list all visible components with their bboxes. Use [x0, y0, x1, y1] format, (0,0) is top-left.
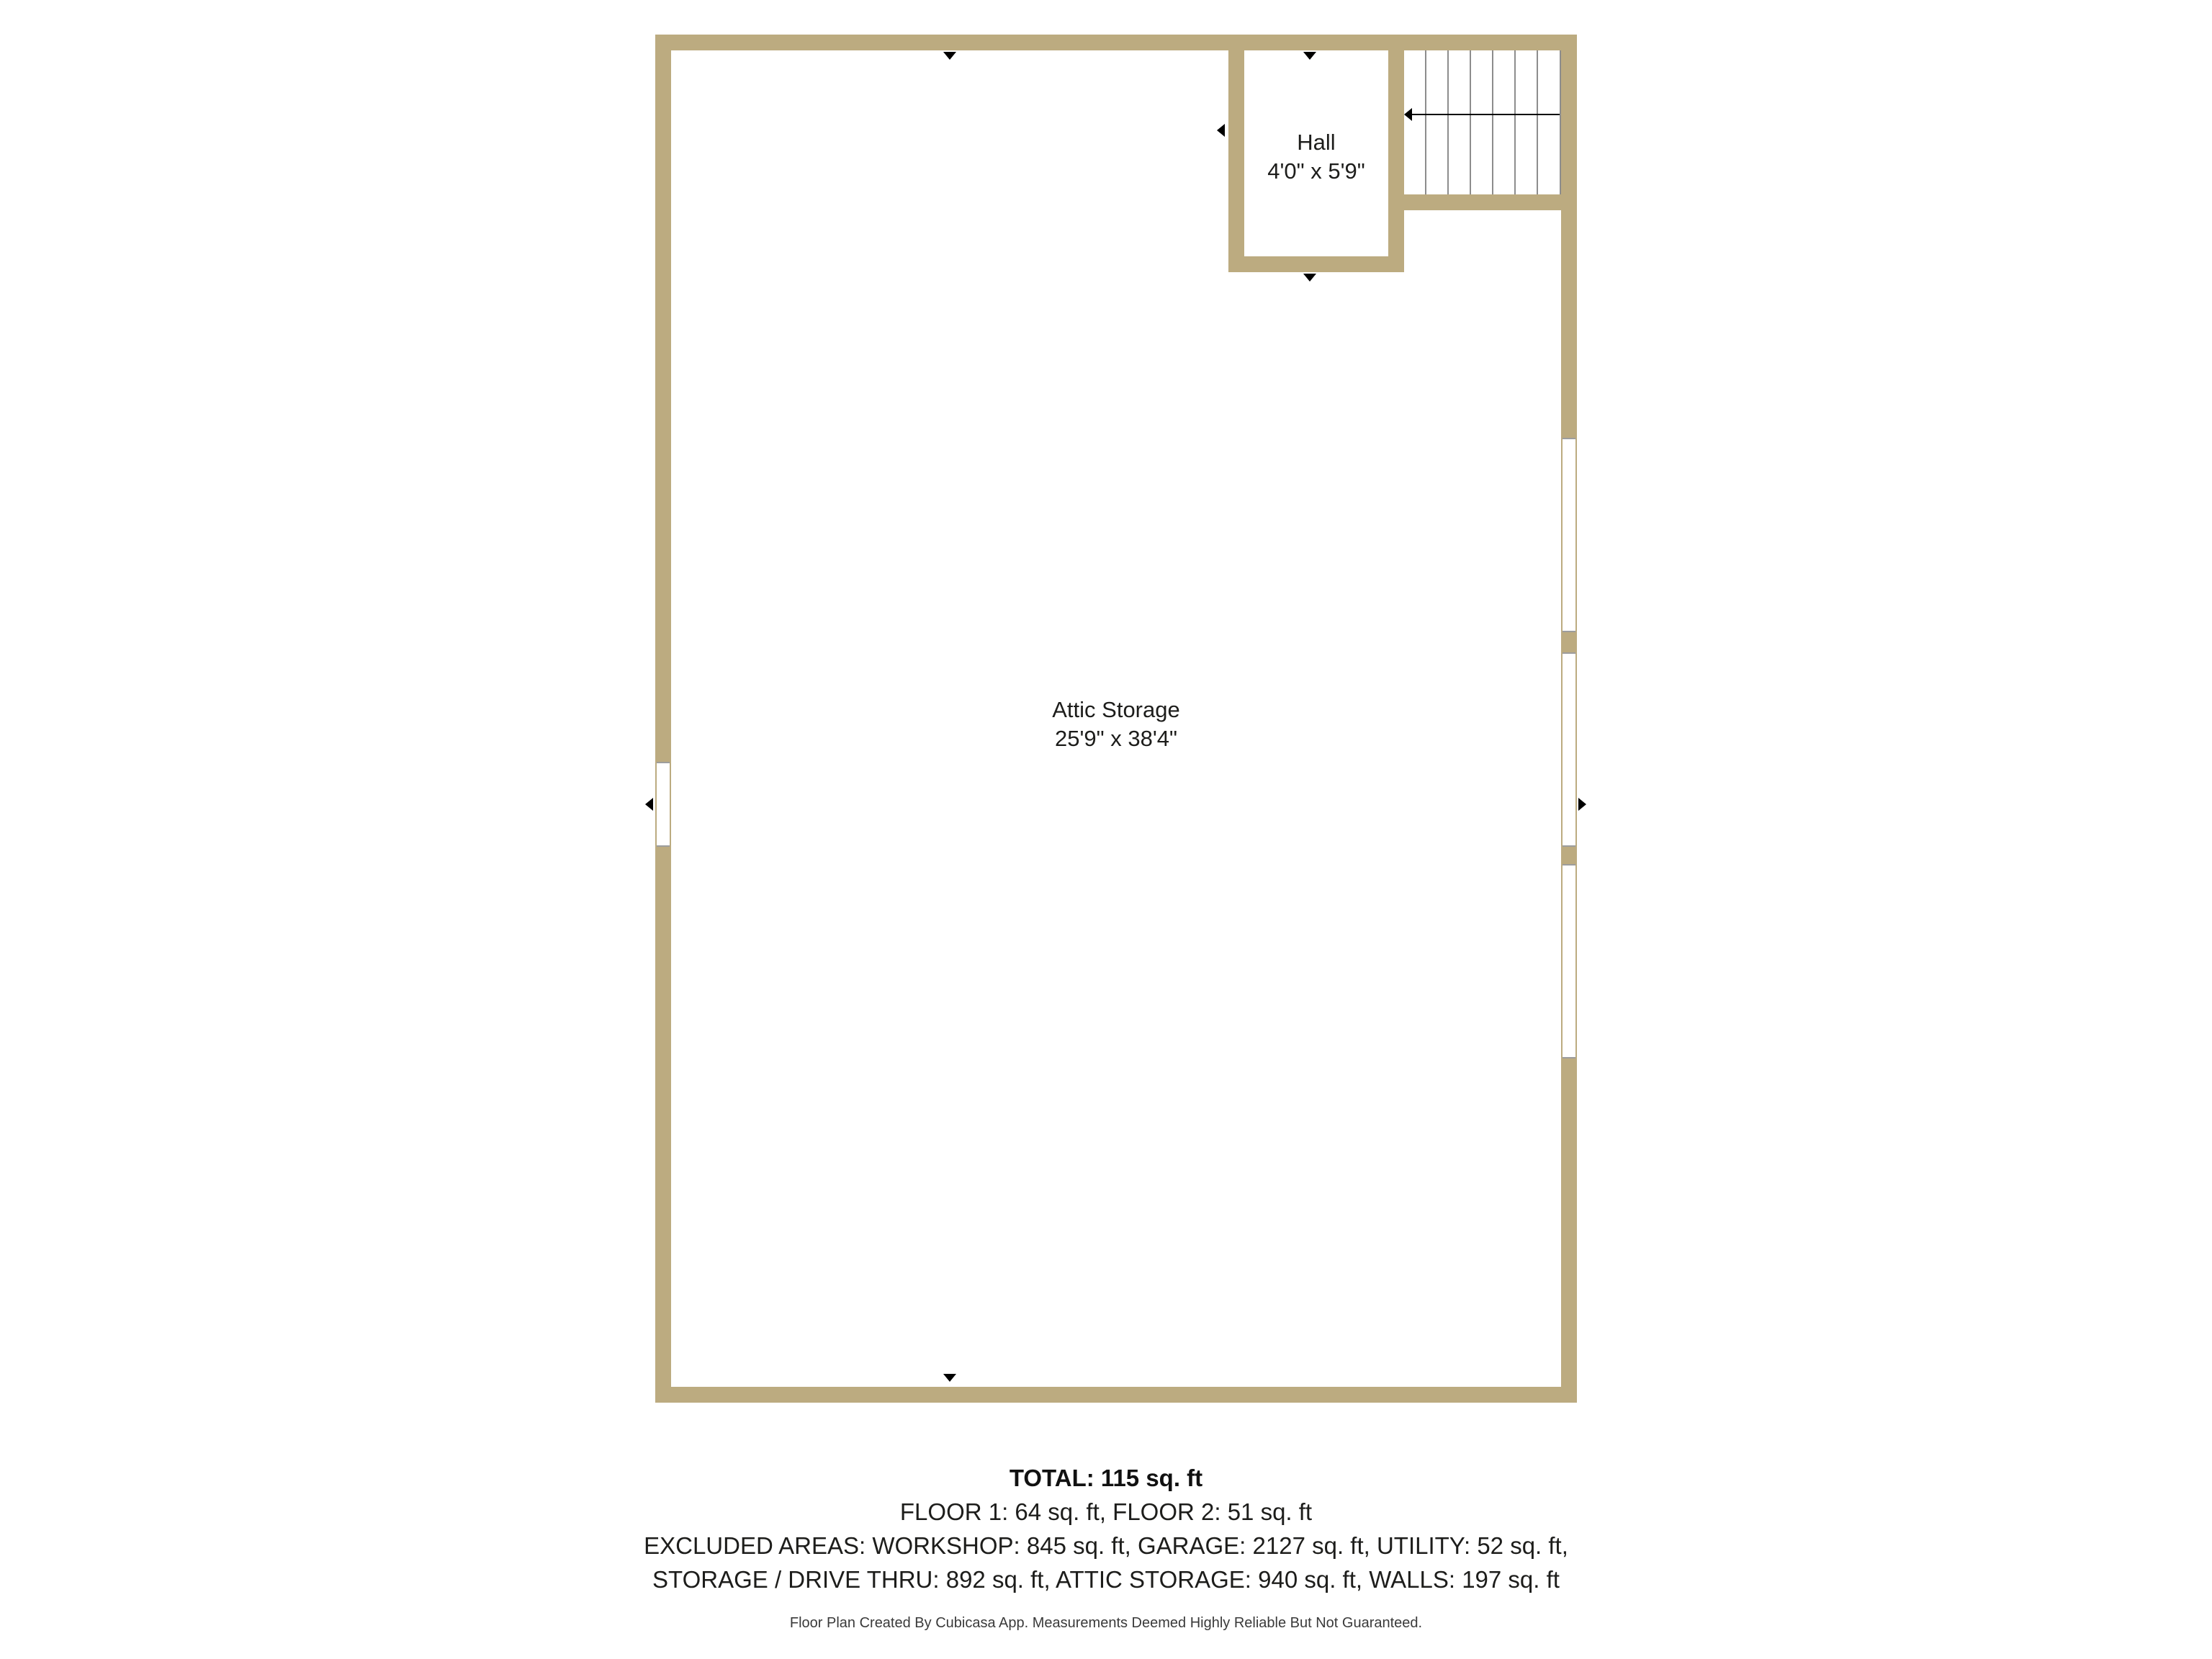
wall-top-right: [1244, 35, 1577, 50]
opening-arrow-bottom-icon: [943, 1374, 956, 1382]
wall-stair-landing: [1388, 194, 1577, 210]
room-dimensions: 4'0" x 5'9": [1267, 158, 1365, 184]
excluded-areas-line-1: EXCLUDED AREAS: WORKSHOP: 845 sq. ft, GARAGE: 2127 sq. ft, UTILITY: 52 sq. ft,: [644, 1532, 1568, 1559]
room-name: Attic Storage: [1052, 697, 1180, 722]
area-summary: [0, 1462, 2212, 1632]
opening-arrow-left-wall-icon: [645, 798, 653, 811]
stair-direction-line: [1411, 114, 1560, 115]
disclaimer-text: Floor Plan Created By Cubicasa App. Measurements Deemed Highly Reliable But Not Guaranteed.: [789, 1615, 1423, 1632]
opening-arrow-top-left-icon: [943, 52, 956, 60]
window-left-wall: [657, 762, 670, 847]
room-name: Hall: [1297, 130, 1336, 155]
stair-tread: [1538, 50, 1561, 194]
window-right-wall-3: [1563, 864, 1575, 1058]
wall-bottom: [655, 1387, 1577, 1403]
total-area-label: TOTAL: 115 sq. ft: [1009, 1465, 1203, 1491]
floor-plan-drawing: [655, 35, 1591, 1417]
opening-arrow-hall-bottom-icon: [1303, 274, 1316, 282]
wall-hall-bottom: [1228, 256, 1404, 272]
window-right-wall-1: [1563, 438, 1575, 632]
stair-direction-arrow-icon: [1404, 108, 1412, 121]
excluded-areas-line-2: STORAGE / DRIVE THRU: 892 sq. ft, ATTIC STORAGE: 940 sq. ft, WALLS: 197 sq. ft: [652, 1565, 1560, 1593]
window-right-wall-2: [1563, 652, 1575, 847]
room-dimensions: 25'9" x 38'4": [1054, 726, 1177, 752]
stair-tread: [1516, 50, 1538, 194]
stair-tread: [1493, 50, 1516, 194]
stair-tread: [1471, 50, 1493, 194]
opening-arrow-right-wall-icon: [1578, 798, 1586, 811]
room-label-attic-storage: [958, 696, 1274, 754]
opening-arrow-hall-top-icon: [1303, 52, 1316, 60]
room-label-hall: [1165, 128, 1467, 186]
wall-top-left: [655, 35, 1244, 50]
wall-left: [655, 35, 671, 1403]
floor-breakdown-line: FLOOR 1: 64 sq. ft, FLOOR 2: 51 sq. ft: [899, 1498, 1313, 1525]
